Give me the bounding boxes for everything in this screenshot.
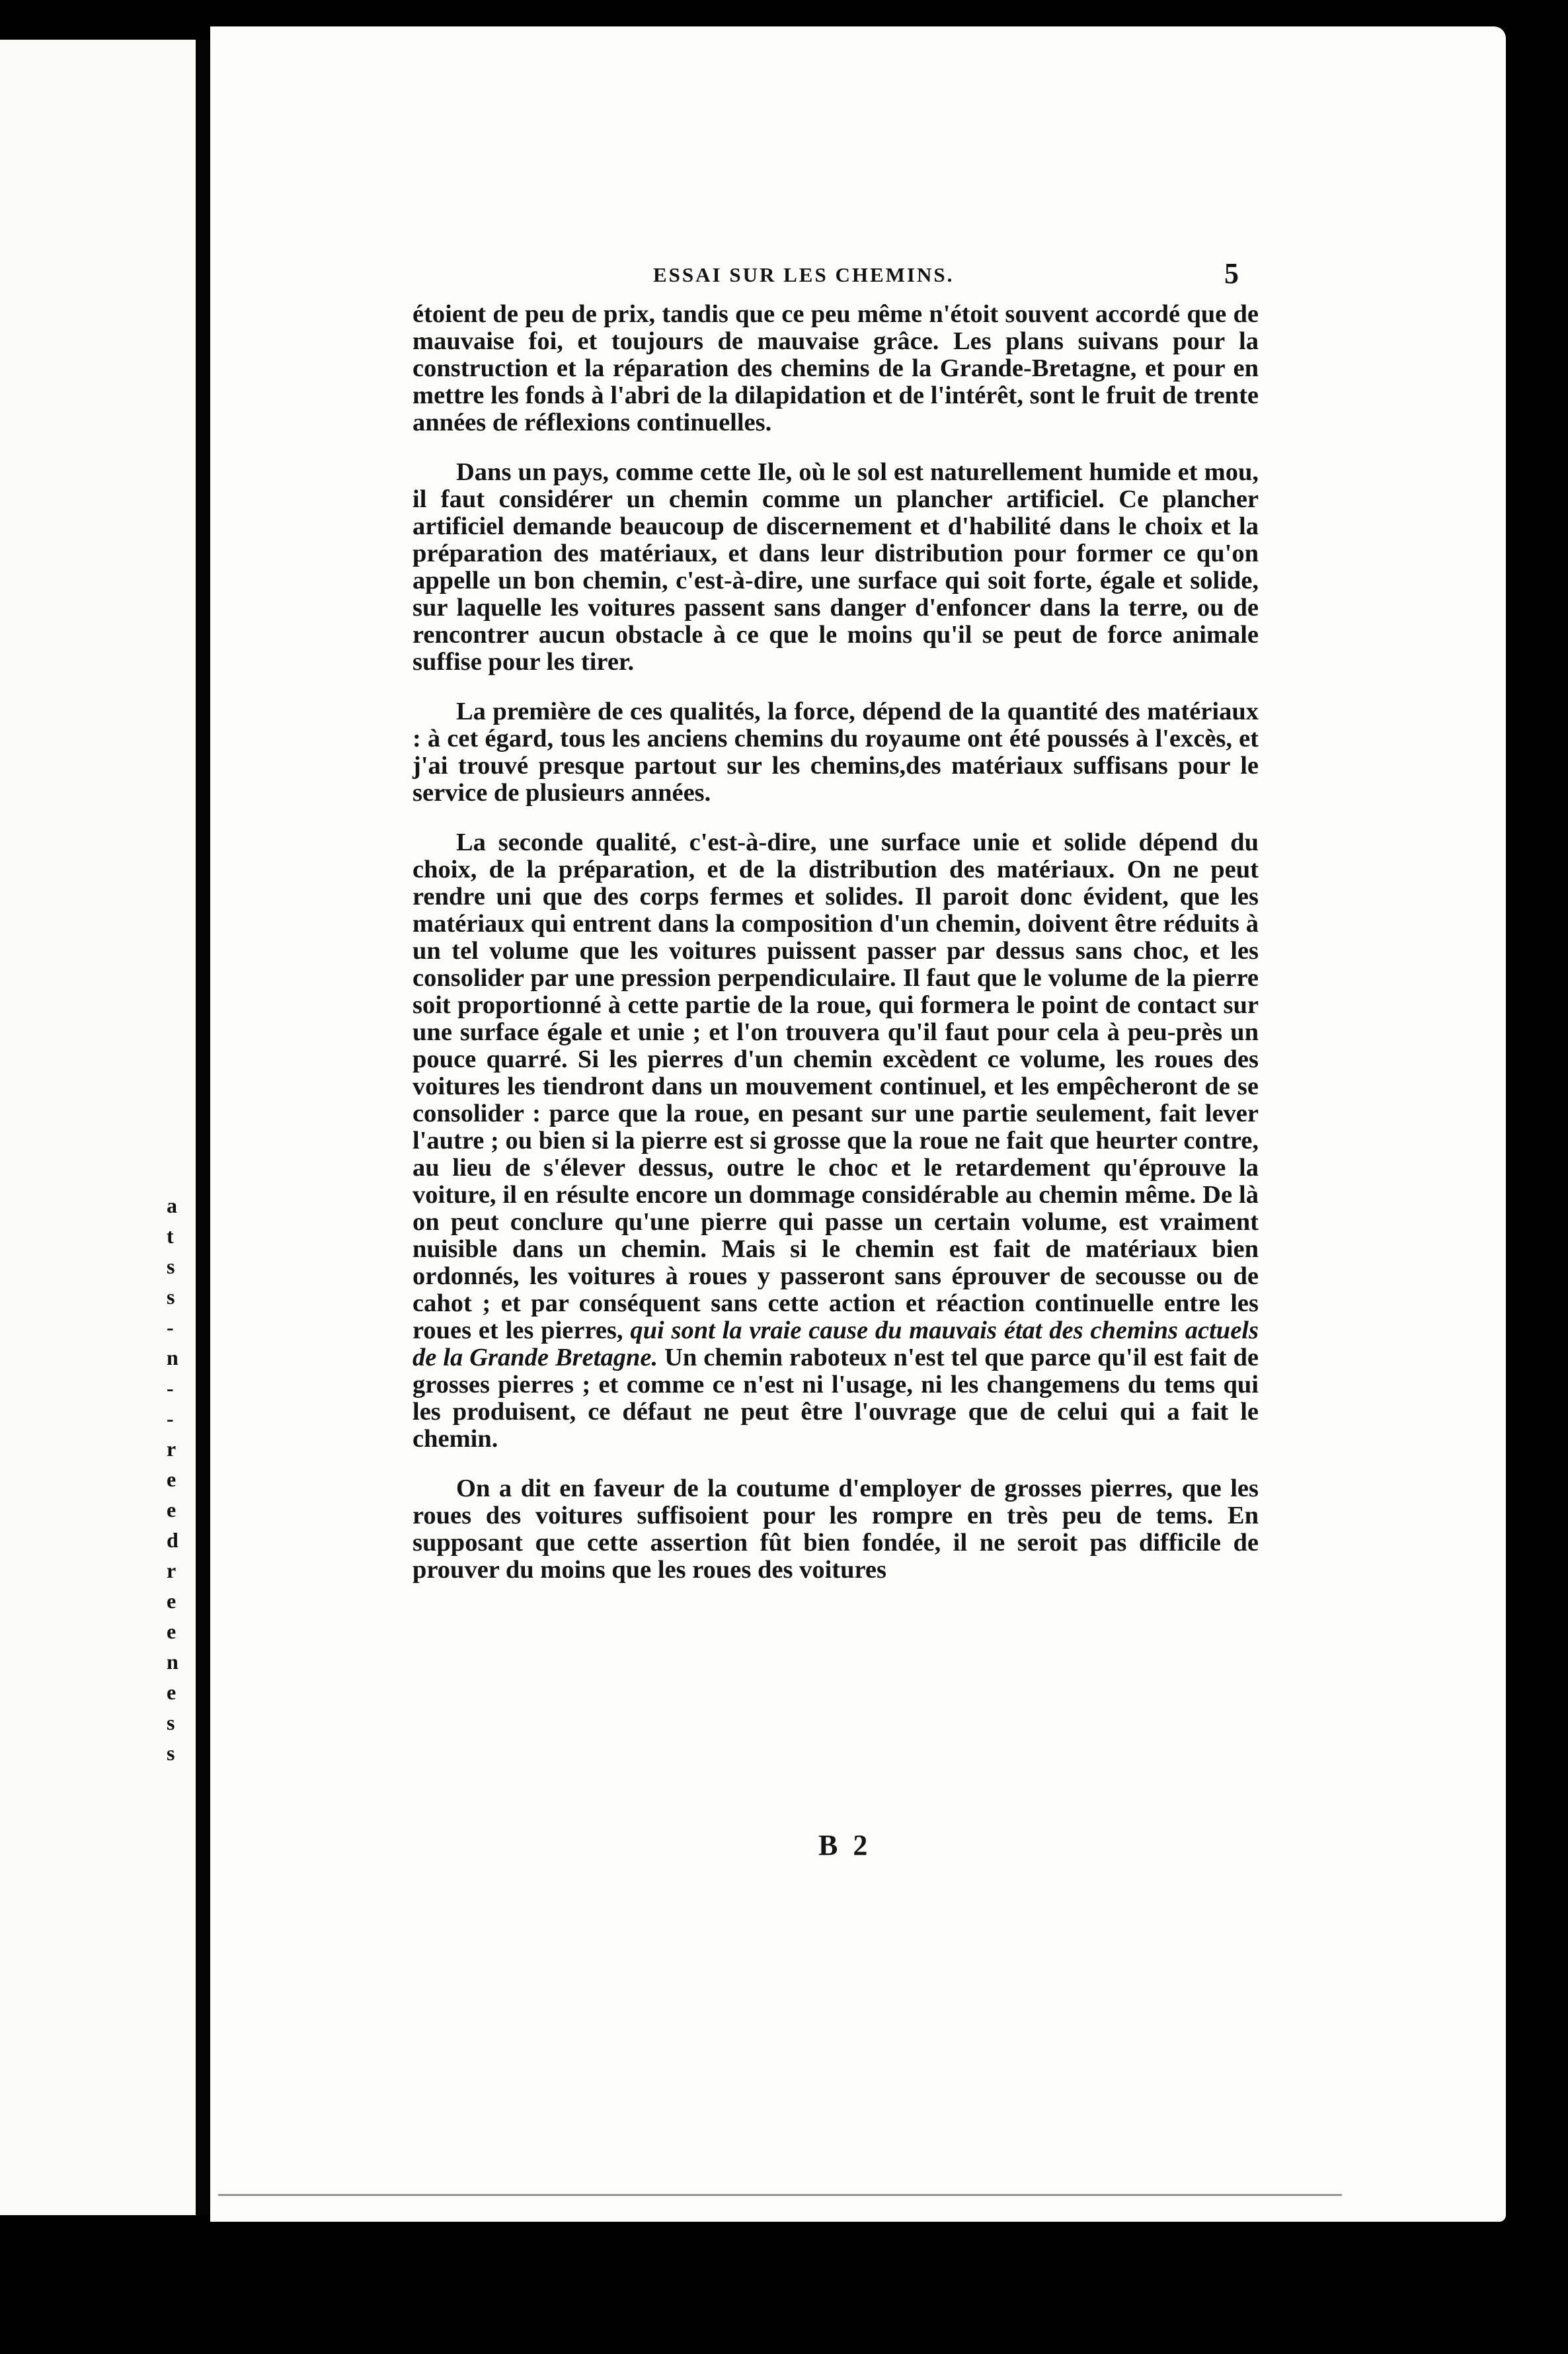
facing-page-edge: [0, 40, 196, 2215]
margin-letter: a: [167, 1194, 177, 1217]
paragraph: étoient de peu de prix, tandis que ce peu même n'étoit souvent accordé que de mauvaise foi, et toujours de mauvaise grâce. Les plans suivans pour la construction et la réparation des chemins de la Grande-Bretagne, et pour en mettre les fonds à l'abri de la dilapidation et de l'intérêt, sont le fruit de trente années de réflexions continuelles.: [412, 300, 1259, 436]
body-text: [412, 301, 1259, 1606]
running-title: ESSAI SUR LES CHEMINS.: [653, 263, 955, 286]
margin-letter: s: [167, 1285, 175, 1309]
margin-letter: s: [167, 1254, 175, 1278]
margin-letter: e: [167, 1680, 176, 1704]
paragraph: La première de ces qualités, la force, dépend de la quantité des matériaux : à cet égard, tous les anciens chemins du royaume ont été poussés à l'excès, et j'ai trouvé presque partout sur les chemins,des matériaux suffisans pour le service de plusieurs années.: [412, 698, 1259, 807]
margin-letter: -: [167, 1376, 174, 1400]
margin-letter: e: [167, 1467, 176, 1491]
margin-letter: -: [167, 1406, 174, 1430]
paragraph-text: Un chemin raboteux n'est tel que parce qu'il est fait de grosses pierres ; et comme ce n'est ni l'usage, ni les changemens du tems qui les produisent, ce défaut ne peut être l'ouvrage que de celui qui a fait le chemin.: [412, 1344, 1259, 1453]
margin-letter: r: [167, 1559, 176, 1582]
paragraph: [412, 829, 1259, 1453]
paragraph: Dans un pays, comme cette Ile, où le sol est naturellement humide et mou, il faut considérer un chemin comme un plancher artificiel. Ce plancher artificiel demande beaucoup de discernement et d'habilité dans le choix et la préparation des matériaux, et dans leur distribution pour former ce qu'on appelle un bon chemin, c'est-à-dire, une surface qui soit forte, égale et solide, sur laquelle les voitures passent sans danger d'enfoncer dans la terre, ou de rencontrer aucun obstacle à ce que le moins qu'il se peut de force animale suffise pour les tirer.: [412, 458, 1259, 676]
page-number: 5: [1224, 257, 1239, 290]
margin-letter: n: [167, 1346, 178, 1369]
paragraph: On a dit en faveur de la coutume d'employer de grosses pierres, que les roues des voitures suffisoient pour les rompre en très peu de tems. En supposant que cette assertion fût bien fondée, il ne seroit pas difficile de prouver du moins que les roues des voitures: [412, 1475, 1259, 1584]
margin-letter: e: [167, 1498, 176, 1522]
margin-letter: e: [167, 1619, 176, 1643]
margin-letter: s: [167, 1741, 175, 1765]
margin-letter: r: [167, 1437, 176, 1461]
facing-page-line-endings: [167, 1190, 193, 1768]
margin-letter: -: [167, 1315, 174, 1339]
margin-letter: n: [167, 1650, 178, 1674]
margin-letter: e: [167, 1589, 176, 1613]
book-gutter: [196, 40, 210, 2215]
paragraph-text: La seconde qualité, c'est-à-dire, une surface unie et solide dépend du choix, de la préparation, et de la distribution des matériaux. On ne peut rendre uni que des corps fermes et solides. Il paroit donc évident, que les matériaux qui entrent dans la composition d'un chemin, doivent être réduits à un tel volume que les voitures puissent passer par dessus sans choc, et les consolider par une pression perpendiculaire. Il faut que le volume de la pierre soit proportionné à cette partie de la roue, qui formera le point de contact sur une surface égale et unie ; et l'on trouvera qu'il faut pour cela à peu-près un pouce quarré. Si les pierres d'un chemin excèdent ce volume, les roues des voitures les tiendront dans un mouvement continuel, et les empêcheront de se consolider : parce que la roue, en pesant sur une partie seulement, fait lever l'autre ; ou bien si la pierre est si grosse que la roue ne fait que heurter contre, au lieu de s'élever dessus, outre le choc et le retardement qu'éprouve la voiture, il en résulte encore un dommage considérable au chemin même. De là on peut conclure qu'une pierre qui passe un certain volume, est vraiment nuisible dans un chemin. Mais si le chemin est fait de matériaux bien ordonnés, les voitures à roues y passeront sans éprouver de secousse ou de cahot ; et par conséquent sans cette action et réaction continuelle entre les roues et les pierres,: [412, 829, 1259, 1344]
margin-letter: t: [167, 1224, 174, 1248]
margin-letter: d: [167, 1528, 178, 1552]
page-bottom-edge: [218, 2194, 1342, 2196]
margin-letter: s: [167, 1711, 175, 1734]
italic-emphasis: qui sont la vraie cause du mauvais état des chemins actuels de la Grande Bretagne.: [412, 1317, 1259, 1371]
signature-mark: B 2: [818, 1829, 872, 1861]
